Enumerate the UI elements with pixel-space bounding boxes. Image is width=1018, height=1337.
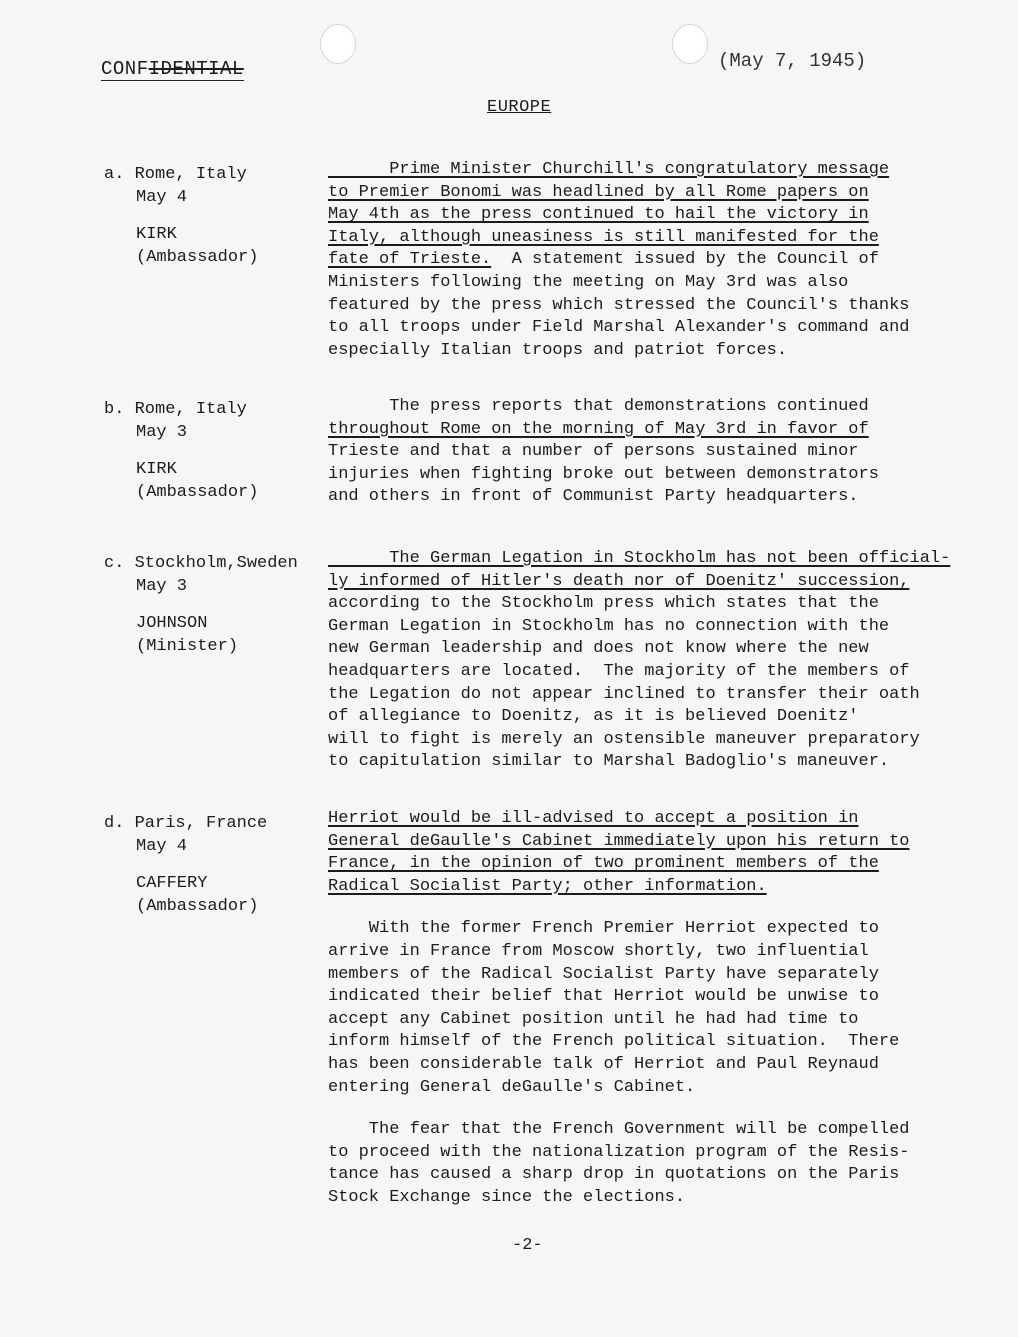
entry-place: Stockholm,Sweden bbox=[134, 554, 298, 573]
text-line: Italy, although uneasiness is still manifested for the bbox=[328, 227, 879, 247]
text-line: tance has caused a sharp drop in quotations on the Paris bbox=[328, 1165, 900, 1185]
entry-author: KIRK bbox=[136, 460, 177, 479]
text-line: entering General deGaulle's Cabinet. bbox=[328, 1077, 696, 1097]
entry-role: (Ambassador) bbox=[136, 483, 259, 502]
text-line: Trieste and that a number of persons sustained minor bbox=[328, 442, 859, 462]
text-line: will to fight is merely an ostensible maneuver preparatory bbox=[328, 729, 920, 749]
entry-place: Rome, Italy bbox=[134, 165, 247, 184]
text-line: inform himself of the French political situation. There bbox=[328, 1032, 900, 1052]
entry-author: CAFFERY bbox=[136, 874, 208, 893]
text-line: May 4th as the press continued to hail the victory in bbox=[328, 205, 869, 225]
text-line: ly informed of Hitler's death nor of Doenitz' succession, bbox=[328, 571, 910, 591]
entry-place: Rome, Italy bbox=[134, 400, 247, 419]
text-line: the Legation do not appear inclined to transfer their oath bbox=[328, 684, 920, 704]
page-number: -2- bbox=[512, 1236, 543, 1255]
paragraph bbox=[328, 1119, 1008, 1209]
paragraph bbox=[328, 918, 1008, 1099]
text-line: Radical Socialist Party; other information. bbox=[328, 876, 767, 896]
text-line: especially Italian troops and patriot forces. bbox=[328, 340, 788, 360]
entry-place: Paris, France bbox=[134, 814, 268, 833]
text-line: France, in the opinion of two prominent members of the bbox=[328, 854, 879, 874]
text-line: and others in front of Communist Party headquarters. bbox=[328, 487, 859, 507]
text-line: according to the Stockholm press which states that the bbox=[328, 594, 879, 614]
entry-body bbox=[328, 808, 1008, 1210]
text-line: fate of Trieste. bbox=[328, 250, 492, 270]
text-line: of allegiance to Doenitz, as it is believed Doenitz' bbox=[328, 707, 859, 727]
text-line: featured by the press which stressed the Council's thanks bbox=[328, 295, 910, 315]
text-line: Stock Exchange since the elections. bbox=[328, 1187, 686, 1207]
text-line: Ministers following the meeting on May 3rd was also bbox=[328, 272, 849, 292]
text-line: new German leadership and does not know where the new bbox=[328, 639, 869, 659]
text-line: The fear that the French Government will be compelled bbox=[328, 1120, 910, 1140]
text-line: to capitulation similar to Marshal Badoglio's maneuver. bbox=[328, 752, 890, 772]
text-line: members of the Radical Socialist Party have separately bbox=[328, 964, 879, 984]
text-line: indicated their belief that Herriot would be unwise to bbox=[328, 987, 879, 1007]
entry-role: (Ambassador) bbox=[136, 248, 259, 267]
text-line: Prime Minister Churchill's congratulatory message bbox=[328, 160, 890, 179]
entry-meta bbox=[104, 398, 314, 504]
punch-hole-right bbox=[672, 24, 708, 64]
entry-meta bbox=[104, 163, 314, 269]
entry-date: May 4 bbox=[136, 837, 188, 856]
entry-letter: d. bbox=[104, 814, 125, 833]
text-line: With the former French Premier Herriot expected to bbox=[328, 919, 879, 939]
text-line: Herriot would be ill-advised to accept a position in bbox=[328, 809, 859, 828]
text-line: arrive in France from Moscow shortly, two influential bbox=[328, 941, 869, 961]
text-line: A statement issued by the Council of bbox=[491, 250, 879, 270]
text-line: has been considerable talk of Herriot and Paul Reynaud bbox=[328, 1054, 879, 1074]
entry-role: (Minister) bbox=[136, 637, 239, 656]
classification-struck: IDENTIAL bbox=[148, 58, 244, 80]
text-line: to Premier Bonomi was headlined by all Rome papers on bbox=[328, 182, 869, 202]
text-line: to proceed with the nationalization program of the Resis- bbox=[328, 1142, 910, 1162]
document-date: (May 7, 1945) bbox=[718, 50, 867, 72]
classification-visible: CONF bbox=[101, 58, 149, 80]
text-line: injuries when fighting broke out between demonstrators bbox=[328, 464, 879, 484]
entry-meta bbox=[104, 552, 314, 658]
entry-body bbox=[328, 396, 1008, 509]
entry-body bbox=[328, 159, 1008, 362]
text-line: The German Legation in Stockholm has not been official- bbox=[328, 549, 951, 568]
entry-date: May 3 bbox=[136, 423, 188, 442]
entry-date: May 4 bbox=[136, 188, 188, 207]
entry-author: KIRK bbox=[136, 225, 177, 244]
entry-letter: b. bbox=[104, 400, 125, 419]
text-line: The press reports that demonstrations continued bbox=[328, 397, 869, 416]
entry-letter: c. bbox=[104, 554, 125, 573]
punch-hole-left bbox=[320, 24, 356, 64]
text-line: throughout Rome on the morning of May 3rd in favor of bbox=[328, 419, 869, 439]
entry-letter: a. bbox=[104, 165, 125, 184]
text-line: General deGaulle's Cabinet immediately upon his return to bbox=[328, 831, 910, 851]
section-title: EUROPE bbox=[487, 98, 552, 117]
classification-mark bbox=[101, 58, 244, 81]
text-line: accept any Cabinet position until he had had time to bbox=[328, 1009, 859, 1029]
entry-role: (Ambassador) bbox=[136, 897, 259, 916]
entry-meta bbox=[104, 812, 314, 918]
text-line: to all troops under Field Marshal Alexander's command and bbox=[328, 318, 910, 338]
entry-author: JOHNSON bbox=[136, 614, 208, 633]
text-line: headquarters are located. The majority of the members of bbox=[328, 661, 910, 681]
entry-body bbox=[328, 548, 1008, 774]
text-line: German Legation in Stockholm has no connection with the bbox=[328, 616, 890, 636]
entry-date: May 3 bbox=[136, 577, 188, 596]
